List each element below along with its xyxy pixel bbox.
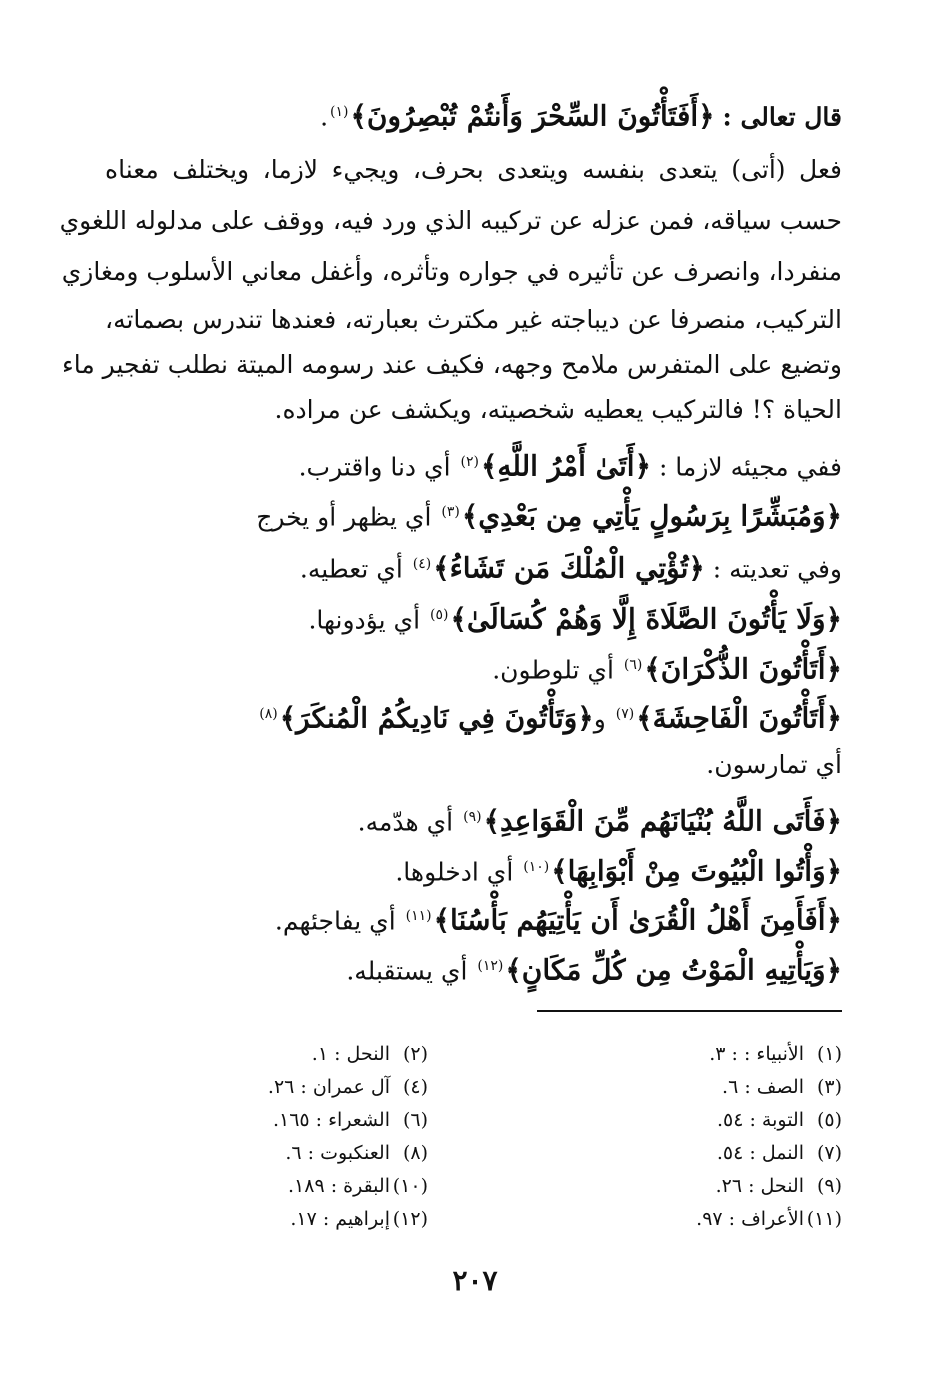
quran-verse: ﴿فَأَتَى اللَّهُ بُنْيَانَهُم مِّنَ الْقَوَاعِدِ﴾ <box>483 804 842 838</box>
footnote-item <box>312 1040 428 1068</box>
meaning: أي تمارسون. <box>706 750 842 779</box>
page-number: ٢٠٧ <box>452 1264 498 1297</box>
meaning: أي هدّمه. <box>357 807 454 837</box>
footnote-number: (١٠) <box>392 1175 428 1197</box>
meaning: أي يستقبله. <box>346 956 468 986</box>
meaning: أي تعطيه. <box>299 554 403 584</box>
footnote-separator <box>537 1010 842 1012</box>
footnote-ref: (٢) <box>460 454 479 470</box>
footnote-number: (٣) <box>816 1076 842 1098</box>
meaning: أي يظهر أو يخرج <box>256 502 432 532</box>
paragraph-line: منفردا، وانصرف عن تأثيره في جواره وتأثره، وأغفل معاني الأسلوب ومغازي <box>61 257 842 286</box>
footnote-ref: (٤) <box>412 556 432 572</box>
quran-verse: ﴿أَتَأْتُونَ الذُّكْرَانَ﴾ <box>644 652 842 686</box>
footnote-item <box>717 1106 842 1134</box>
footnote-ref: (٨) <box>259 706 278 722</box>
footnote-item <box>290 1205 428 1233</box>
quran-verse: ﴿تُؤْتِي الْمُلْكَ مَن تَشَاءُ﴾ <box>433 551 705 585</box>
example-line <box>358 797 842 842</box>
example-line <box>275 896 842 941</box>
footnote-ref: (٩) <box>463 809 482 825</box>
meaning: أي يؤدونها. <box>308 605 421 635</box>
footnote-text: الصف : ٦. <box>722 1076 804 1098</box>
footnote-text: التوبة : ٥٤. <box>716 1109 804 1131</box>
footnote-text: النحل : ١. <box>311 1043 390 1065</box>
paragraph-line: وتضيع على المتفرس ملامح وجهه، فكيف عند رسومه الميتة نطلب تفجير ماء <box>61 350 842 379</box>
quran-verse: ﴿أَفَتَأْتُونَ السِّحْرَ وَأَنتُمْ تُبْصِرُونَ﴾ <box>350 99 715 133</box>
footnote-ref: (١١) <box>405 908 432 924</box>
quran-verse: ﴿أَتَأْتُونَ الْفَاحِشَةَ﴾ <box>636 701 842 735</box>
quran-verse: ﴿أَفَأَمِنَ أَهْلُ الْقُرَىٰ أَن يَأْتِيَهُم بَأْسُنَا﴾ <box>433 903 842 937</box>
footnote-item <box>722 1073 842 1101</box>
footnote-item <box>716 1172 842 1200</box>
footnote-ref: (٣) <box>441 504 460 520</box>
quran-verse: ﴿وَأْتُوا الْبُيُوتَ مِنْ أَبْوَابِهَا﴾ <box>551 854 842 888</box>
paragraph-line: التركيب، منصرفا عن ديباجته غير مكترث بعبارته، فعندها تندرس بصماته، <box>105 305 842 334</box>
footnote-number: (٩) <box>816 1175 842 1197</box>
paragraph-line: الحياة ؟! فالتركيب يعطيه شخصيته، ويكشف عن مراده. <box>274 395 842 424</box>
footnote-item <box>696 1205 842 1233</box>
paragraph-line: حسب سياقه، فمن عزله عن تركيبه الذي ورد فيه، ووقف على مدلوله اللغوي <box>59 206 842 235</box>
footnote-text: إبراهيم : ١٧. <box>290 1208 390 1230</box>
footnote-text: البقرة : ١٨٩. <box>287 1175 390 1197</box>
footnote-text: الأنبياء : : ٣. <box>709 1043 804 1065</box>
footnote-number: (١) <box>816 1043 842 1065</box>
footnote-item <box>717 1139 842 1167</box>
punctuation: . <box>320 102 329 132</box>
footnote-number: (٤) <box>402 1076 428 1098</box>
footnote-number: (٨) <box>402 1142 428 1164</box>
example-line <box>257 694 842 739</box>
footnote-item <box>268 1073 428 1101</box>
example-line <box>256 492 842 537</box>
quran-verse: ﴿أَتَىٰ أَمْرُ اللَّهِ﴾ <box>480 449 651 483</box>
meaning: أي تلوطون. <box>492 655 614 685</box>
footnote-text: النمل : ٥٤. <box>716 1142 804 1164</box>
intro-label: قال تعالى : <box>722 102 842 132</box>
example-line <box>299 442 842 487</box>
meaning: أي دنا واقترب. <box>298 452 451 482</box>
example-line <box>395 847 842 892</box>
footnote-item <box>288 1172 428 1200</box>
footnote-item <box>285 1139 428 1167</box>
footnote-ref: (٧) <box>615 706 635 722</box>
footnote-text: آل عمران : ٢٦. <box>267 1076 390 1098</box>
footnote-text: العنكبوت : ٦. <box>285 1142 390 1164</box>
footnote-item <box>709 1040 842 1068</box>
footnote-number: (٥) <box>816 1109 842 1131</box>
opening-verse-line <box>320 92 842 137</box>
footnote-item <box>273 1106 428 1134</box>
footnote-ref: (٦) <box>623 657 643 673</box>
example-line <box>346 946 842 991</box>
footnote-number: (١١) <box>806 1208 842 1230</box>
example-intro: ففي مجيئه لازما : <box>658 452 842 482</box>
footnote-number: (٦) <box>402 1109 428 1131</box>
example-line <box>706 745 842 785</box>
footnote-ref: (١) <box>330 104 349 120</box>
quran-verse: ﴿وَتَأْتُونَ فِي نَادِيكُمُ الْمُنكَرَ﴾ <box>279 701 594 735</box>
meaning: أي يفاجئهم. <box>274 906 396 936</box>
footnote-number: (٢) <box>402 1043 428 1065</box>
footnote-text: الشعراء : ١٦٥. <box>272 1109 390 1131</box>
meaning: أي ادخلوها. <box>395 857 514 887</box>
example-intro: وفي تعديته : <box>712 554 842 584</box>
footnote-number: (٧) <box>816 1142 842 1164</box>
paragraph-line: فعل (أتى) يتعدى بنفسه ويتعدى بحرف، ويجيء لازما، ويختلف معناه <box>105 155 842 184</box>
quran-verse: ﴿وَمُبَشِّرًا بِرَسُولٍ يَأْتِي مِن بَعْدِي﴾ <box>461 499 842 533</box>
footnote-ref: (١٠) <box>523 859 550 875</box>
footnote-text: النحل : ٢٦. <box>715 1175 804 1197</box>
quran-verse: ﴿وَلَا يَأْتُونَ الصَّلَاةَ إِلَّا وَهُمْ كُسَالَىٰ﴾ <box>450 602 842 636</box>
footnote-ref: (٥) <box>429 607 449 623</box>
quran-verse: ﴿وَيَأْتِيهِ الْمَوْتُ مِن كُلِّ مَكَانٍ﴾ <box>505 953 842 987</box>
example-line <box>300 544 842 589</box>
example-line <box>308 595 842 640</box>
example-line <box>492 645 842 690</box>
conjunction: و <box>593 704 606 734</box>
footnote-text: الأعراف : ٩٧. <box>696 1208 804 1230</box>
footnote-number: (١٢) <box>392 1208 428 1230</box>
footnote-ref: (١٢) <box>477 958 504 974</box>
